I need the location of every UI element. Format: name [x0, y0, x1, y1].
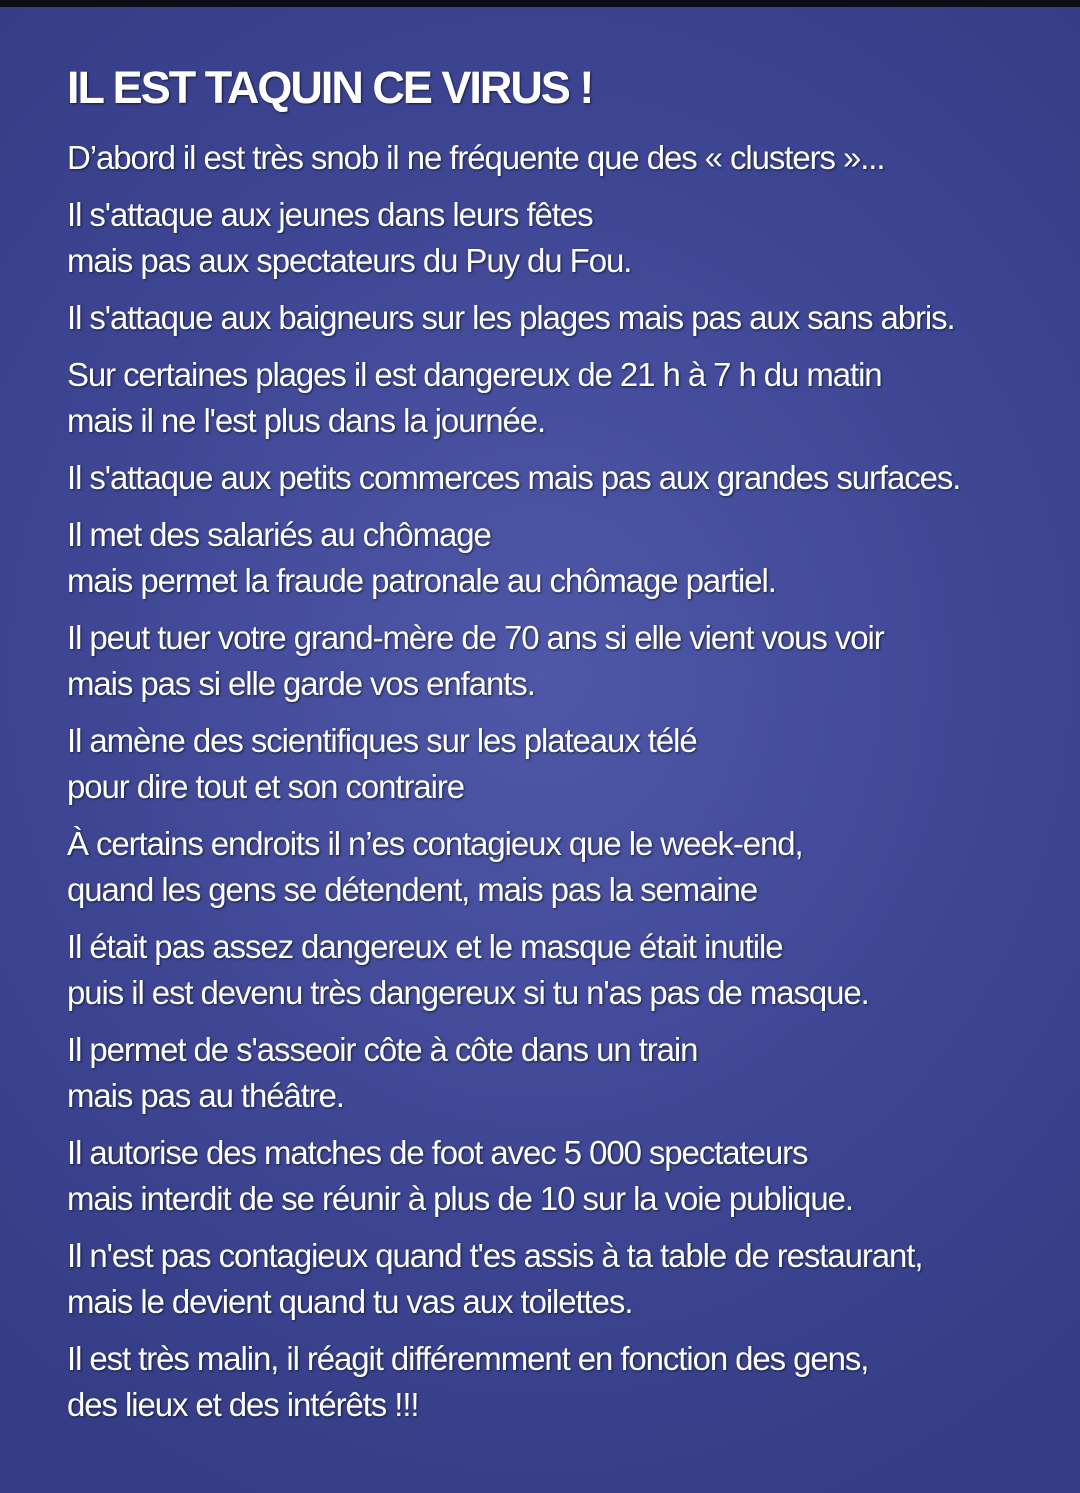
paragraph-scientifiques [67, 718, 1057, 810]
text-line: des lieux et des intérêts !!! [67, 1386, 419, 1423]
text-line: Il n'est pas contagieux quand t'es assis à ta table de restaurant, [67, 1237, 923, 1274]
text-line: Il est très malin, il réagit différemment en fonction des gens, [67, 1340, 869, 1377]
poster-text-block [67, 59, 1057, 1439]
text-line: quand les gens se détendent, mais pas la semaine [67, 871, 758, 908]
text-line: mais pas au théâtre. [67, 1077, 344, 1114]
text-line: mais il ne l'est plus dans la journée. [67, 402, 546, 439]
text-line: Il était pas assez dangereux et le masque était inutile [67, 928, 783, 965]
text-line: Il met des salariés au chômage [67, 516, 491, 553]
paragraph-restaurant [67, 1233, 1057, 1325]
text-line: mais le devient quand tu vas aux toilettes. [67, 1283, 633, 1320]
text-line: mais interdit de se réunir à plus de 10 sur la voie publique. [67, 1180, 853, 1217]
text-line: D’abord il est très snob il ne fréquente que des « clusters »... [67, 139, 885, 176]
text-line: Il amène des scientifiques sur les plateaux télé [67, 722, 697, 759]
paragraph-snob [67, 135, 1057, 181]
paragraph-jeunes [67, 192, 1057, 284]
text-line: mais pas aux spectateurs du Puy du Fou. [67, 242, 632, 279]
text-line: Il autorise des matches de foot avec 5 000 spectateurs [67, 1134, 808, 1171]
paragraph-week-end [67, 821, 1057, 913]
text-line: Il s'attaque aux jeunes dans leurs fêtes [67, 196, 593, 233]
text-line: mais pas si elle garde vos enfants. [67, 665, 535, 702]
text-line: À certains endroits il n’es contagieux que le week-end, [67, 825, 803, 862]
text-line: mais permet la fraude patronale au chômage partiel. [67, 562, 776, 599]
text-line: Il s'attaque aux baigneurs sur les plages mais pas aux sans abris. [67, 299, 955, 336]
paragraph-foot [67, 1130, 1057, 1222]
paragraph-masque [67, 924, 1057, 1016]
poster-title: IL EST TAQUIN CE VIRUS ! [67, 62, 593, 113]
text-line: Sur certaines plages il est dangereux de 21 h à 7 h du matin [67, 356, 882, 393]
text-line: pour dire tout et son contraire [67, 768, 464, 805]
paragraph-train [67, 1027, 1057, 1119]
text-line: puis il est devenu très dangereux si tu n'as pas de masque. [67, 974, 869, 1011]
text-line: Il peut tuer votre grand-mère de 70 ans si elle vient vous voir [67, 619, 884, 656]
paragraph-chomage [67, 512, 1057, 604]
paragraph-plages [67, 352, 1057, 444]
paragraph-malin [67, 1336, 1057, 1428]
text-line: Il s'attaque aux petits commerces mais pas aux grandes surfaces. [67, 459, 961, 496]
text-line: Il permet de s'asseoir côte à côte dans un train [67, 1031, 698, 1068]
paragraph-baigneurs [67, 295, 1057, 341]
paragraph-commerces [67, 455, 1057, 501]
paragraph-grand-mere [67, 615, 1057, 707]
